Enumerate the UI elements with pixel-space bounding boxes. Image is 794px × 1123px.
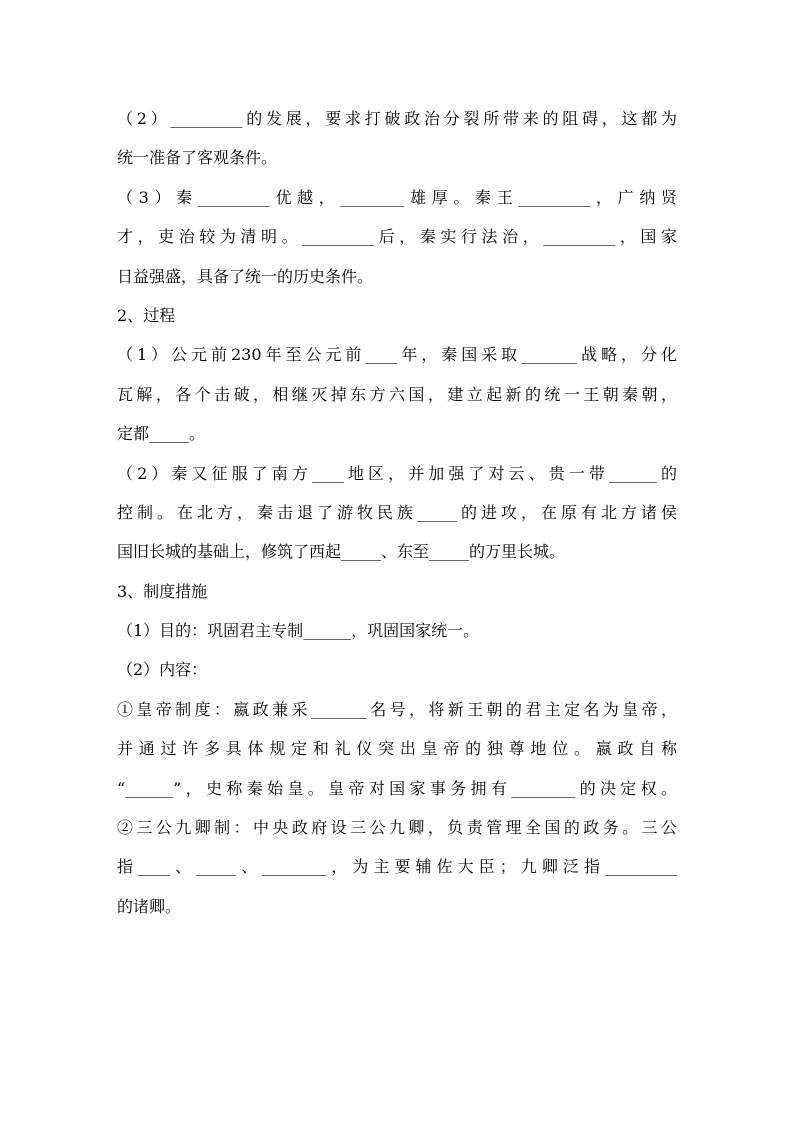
text-line: 才，吏治较为清明。_________后，秦实行法治，_________，国家 [117,227,677,247]
text-line: （1）目的：巩固君主专制______，巩固国家统一。 [117,621,480,641]
text-line: ②三公九卿制：中央政府设三公九卿，负责管理全国的政务。三公 [117,818,677,838]
section-heading: 3、制度措施 [117,581,208,601]
section-heading: 2、过程 [117,305,176,325]
text-line: ①皇帝制度：嬴政兼采_______名号，将新王朝的君主定名为皇帝， [117,699,677,719]
document-body [117,99,677,926]
text-line: 国旧长城的基础上，修筑了西起_____、东至_____的万里长城。 [117,542,566,562]
text-line: （3）秦_________优越，________雄厚。秦王_________，广纳贤 [117,187,677,207]
text-line: （2）_________的发展，要求打破政治分裂所带来的阻碍，这都为 [117,109,677,128]
text-line: （2）秦又征服了南方____地区，并加强了对云、贵一带______的 [117,463,677,483]
text-line: 指____、_____、________，为主要辅佐大臣；九卿泛指_________ [117,857,677,877]
text-line: 控制。在北方，秦击退了游牧民族_____的进攻，在原有北方诸侯 [117,502,677,522]
text-line: 并通过许多具体规定和礼仪突出皇帝的独尊地位。嬴政自称 [117,739,677,759]
text-line: 的诸卿。 [117,896,182,916]
text-line: 日益强盛，具备了统一的历史条件。 [117,266,374,286]
text-line: “______”，史称秦始皇。皇帝对国家事务拥有________的决定权。 [117,778,677,798]
text-line: 定都_____。 [117,424,206,444]
text-line: （2）内容： [117,660,208,680]
text-line: 统一准备了客观条件。 [117,148,278,168]
text-line: （1）公元前230年至公元前____年，秦国采取_______战略，分化 [117,345,677,365]
text-line: 瓦解，各个击破，相继灭掉东方六国，建立起新的统一王朝秦朝， [117,384,677,404]
